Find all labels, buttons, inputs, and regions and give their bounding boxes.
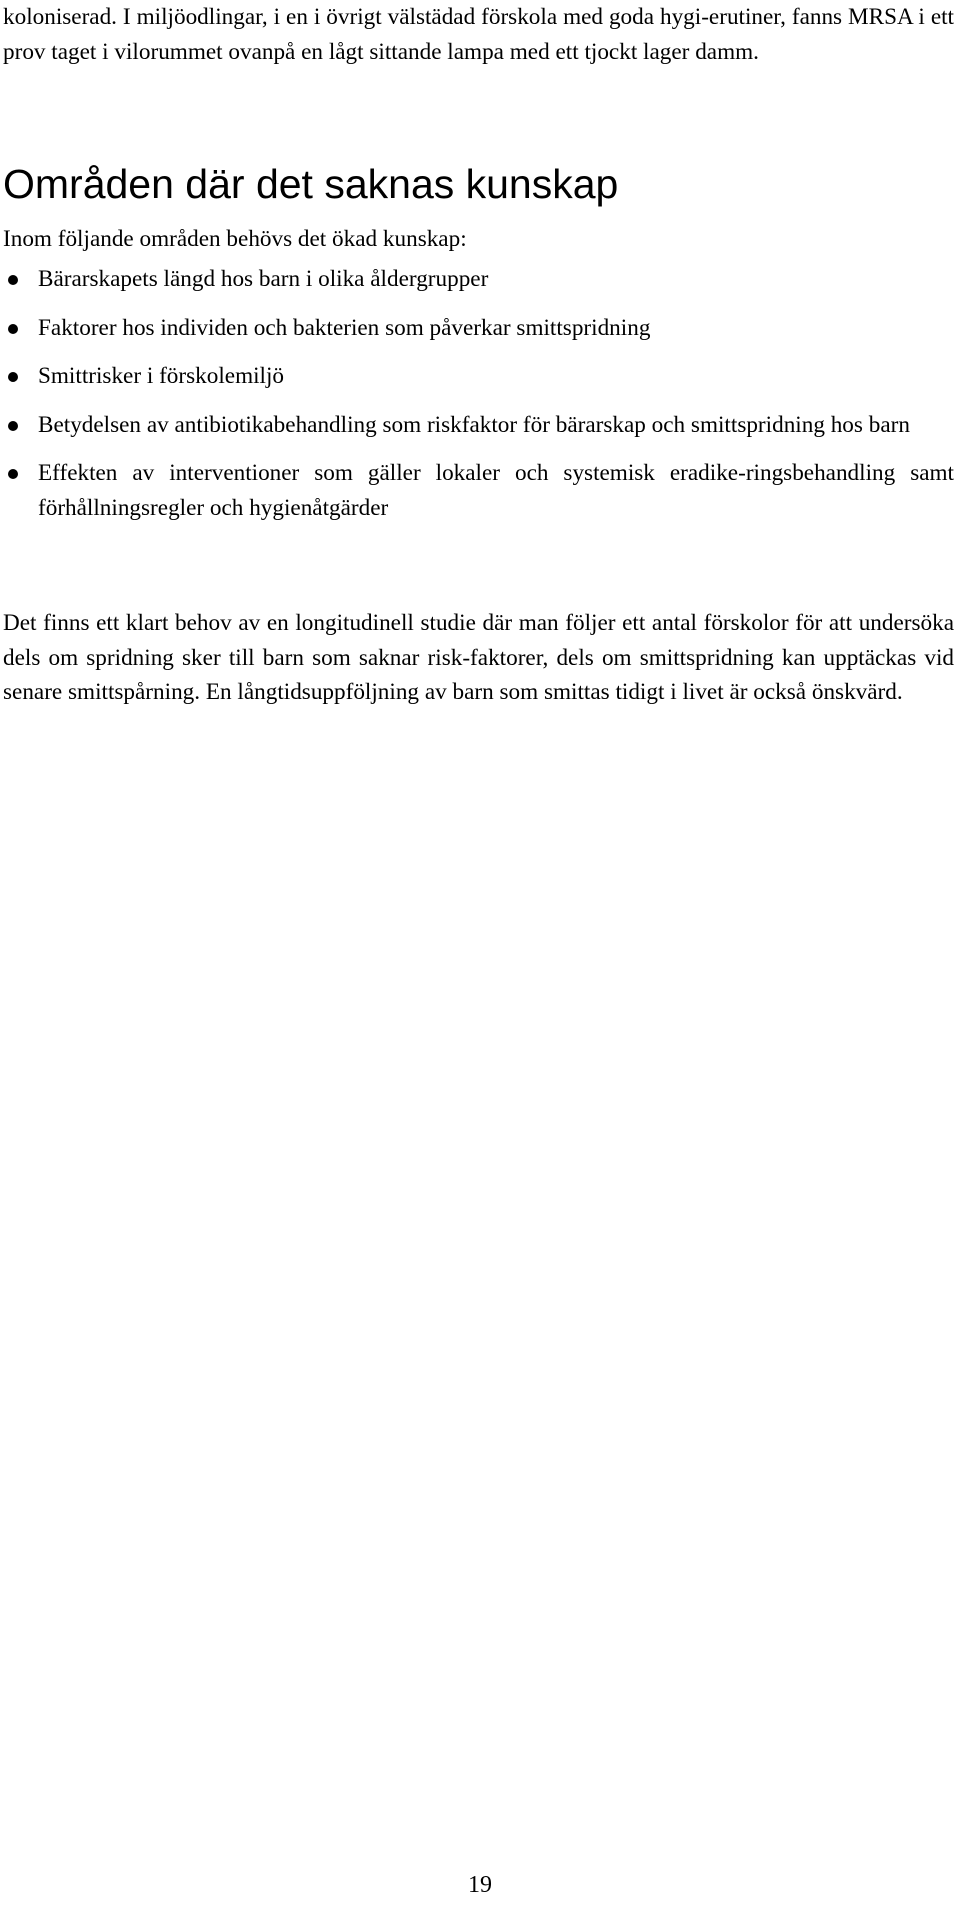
bottom-paragraph: Det finns ett klart behov av en longitudinell studie där man följer ett antal förskolor för att undersöka dels om spridning sker till barn som saknar risk-faktorer, dels om smittspridning kan upptäckas vid senare smittspårning. En långtidsuppföljning av barn som smittas tidigt i livet är också önskvärd. — [3, 610, 954, 705]
page-number: 19 — [468, 1872, 492, 1898]
bullet-icon — [8, 469, 18, 479]
list-item — [0, 456, 954, 525]
bullet-icon — [8, 275, 18, 285]
section-heading: Områden där det saknas kunskap — [3, 161, 619, 207]
list-item-text: Effekten av interventioner som gäller lokaler och systemisk eradike-ringsbehandling samt förhållningsregler och hygienåtgärder — [38, 460, 954, 521]
bullet-icon — [8, 372, 18, 382]
list-item — [0, 408, 954, 443]
list-item-text: Bärarskapets längd hos barn i olika åldergrupper — [38, 266, 489, 292]
list-item — [0, 359, 954, 394]
list-item — [0, 311, 954, 346]
bullet-icon — [8, 324, 18, 334]
list-item — [0, 262, 954, 297]
intro-text: Inom följande områden behövs det ökad kunskap: — [3, 226, 467, 252]
list-item-text: Smittrisker i förskolemiljö — [38, 363, 285, 389]
knowledge-gap-list — [0, 262, 960, 539]
list-item-text: Betydelsen av antibiotikabehandling som riskfaktor för bärarskap och smittspridning hos barn — [38, 411, 910, 438]
list-item-text: Faktorer hos individen och bakterien som påverkar smittspridning — [38, 314, 651, 341]
bullet-icon — [8, 421, 18, 431]
top-paragraph: koloniserad. I miljöodlingar, i en i övrigt välstädad förskola med goda hygi-erutiner, fanns MRSA i ett prov taget i vilorummet ovanpå en lågt sittande lampa med ett tjockt lager damm. — [3, 4, 954, 65]
